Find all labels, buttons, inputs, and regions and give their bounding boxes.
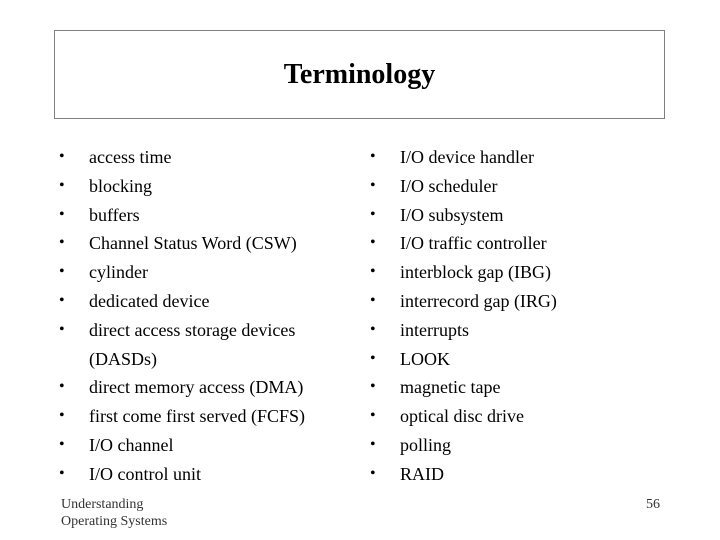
right-term-list <box>370 143 670 489</box>
bullet-icon: • <box>59 435 65 453</box>
bullet-icon: • <box>370 320 376 338</box>
term-text: I/O scheduler <box>400 175 498 196</box>
term-text: I/O channel <box>89 434 174 455</box>
term-item <box>59 316 349 374</box>
term-item <box>59 201 349 230</box>
bullet-icon: • <box>370 407 376 425</box>
bullet-icon: • <box>370 234 376 252</box>
term-item <box>370 345 670 374</box>
term-text: magnetic tape <box>400 377 501 398</box>
term-item <box>370 431 670 460</box>
term-item <box>370 143 670 172</box>
title-box <box>54 30 665 119</box>
term-item <box>59 402 349 431</box>
term-item <box>59 431 349 460</box>
term-item <box>59 143 349 172</box>
term-item <box>370 172 670 201</box>
bullet-icon: • <box>59 320 65 338</box>
term-text: access time <box>89 147 172 167</box>
bullet-icon: • <box>59 378 65 396</box>
term-item <box>370 373 670 402</box>
bullet-icon: • <box>370 205 376 223</box>
term-item <box>370 460 670 489</box>
term-text: first come first served (FCFS) <box>89 406 305 427</box>
term-item <box>370 258 670 287</box>
bullet-icon: • <box>59 263 65 281</box>
bullet-icon: • <box>370 378 376 396</box>
term-text: interrupts <box>400 319 469 340</box>
term-item <box>370 402 670 431</box>
bullet-icon: • <box>370 148 376 165</box>
term-item <box>370 316 670 345</box>
term-text: cylinder <box>89 262 148 283</box>
bullet-icon: • <box>59 234 65 252</box>
footer-line-2: Operating Systems <box>61 514 168 529</box>
term-item <box>59 172 349 201</box>
bullet-icon: • <box>370 291 376 309</box>
term-item <box>370 287 670 316</box>
term-item <box>370 201 670 230</box>
term-text: RAID <box>400 463 444 484</box>
term-text: LOOK <box>400 348 450 369</box>
term-text: interrecord gap (IRG) <box>400 290 557 311</box>
slide-title: Terminology <box>283 58 436 90</box>
term-text: I/O device handler <box>400 147 534 167</box>
bullet-icon: • <box>59 291 65 309</box>
term-text: Channel Status Word (CSW) <box>89 233 297 254</box>
term-item <box>59 287 349 316</box>
bullet-icon: • <box>370 176 376 194</box>
bullet-icon: • <box>370 263 376 281</box>
term-item <box>59 460 349 489</box>
bullet-icon: • <box>370 349 376 367</box>
footer-line-1: Understanding <box>61 497 144 512</box>
term-text: blocking <box>89 175 152 196</box>
term-item <box>59 229 349 258</box>
bullet-icon: • <box>59 407 65 425</box>
term-item <box>370 229 670 258</box>
term-text: polling <box>400 434 452 455</box>
term-text: direct memory access (DMA) <box>89 377 304 398</box>
term-text: I/O subsystem <box>400 204 504 225</box>
footer-course <box>61 496 167 530</box>
bullet-icon: • <box>370 464 376 482</box>
term-text: buffers <box>89 204 140 225</box>
term-text: interblock gap (IBG) <box>400 262 551 283</box>
term-text: dedicated device <box>89 290 210 311</box>
term-text: optical disc drive <box>400 406 524 427</box>
bullet-icon: • <box>59 148 65 165</box>
term-item <box>59 258 349 287</box>
page-number: 56 <box>646 497 660 512</box>
bullet-icon: • <box>370 435 376 453</box>
bullet-icon: • <box>59 176 65 194</box>
term-text: I/O traffic controller <box>400 233 547 254</box>
bullet-icon: • <box>59 205 65 223</box>
term-text: I/O control unit <box>89 463 201 484</box>
bullet-icon: • <box>59 464 65 482</box>
left-term-list <box>59 143 349 489</box>
term-item <box>59 373 349 402</box>
term-text: direct access storage devices (DASDs) <box>89 319 296 369</box>
